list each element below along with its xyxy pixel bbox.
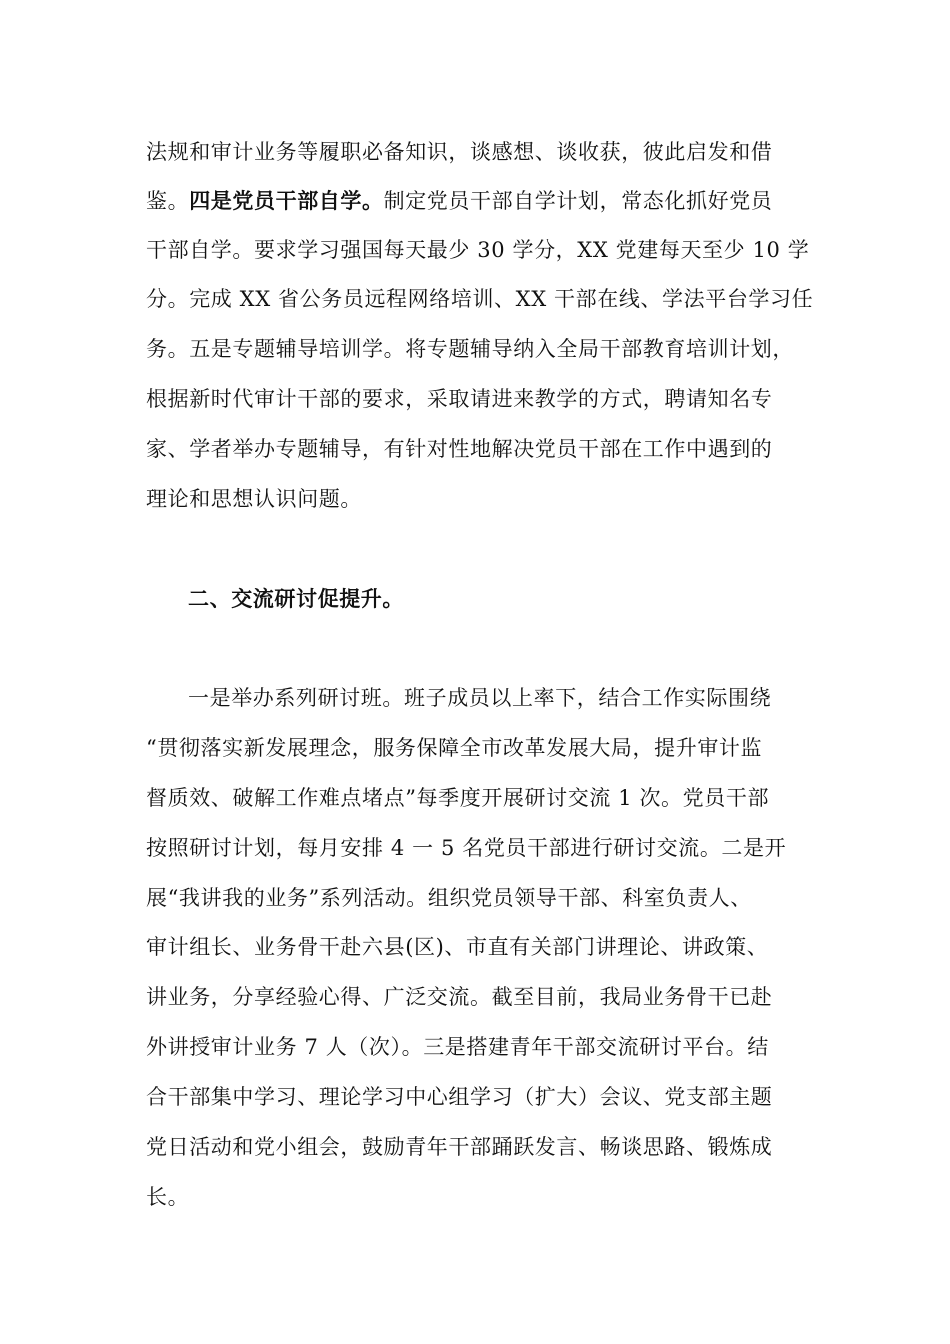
paragraph-2-line-5: 展“我讲我的业务”系列活动。组织党员领导干部、科室负责人、	[146, 886, 752, 910]
section-heading: 二、交流研讨促提升。	[188, 586, 404, 611]
paragraph-2-line-8: 外讲授审计业务 7 人（次）。三是搭建青年干部交流研讨平台。结	[146, 1035, 769, 1059]
paragraph-2-line-10: 党日活动和党小组会，鼓励青年干部踊跃发言、畅谈思路、锻炼成	[146, 1135, 773, 1159]
paragraph-1-line-1: 法规和审计业务等履职必备知识，谈感想、谈收获，彼此启发和借	[146, 140, 773, 164]
bold-lead-phrase: 四是党员干部自学。	[189, 188, 384, 213]
paragraph-2-line-3: 督质效、破解工作难点堵点”每季度开展研讨交流 1 次。党员干部	[146, 786, 770, 810]
text-run: 鉴。	[146, 189, 190, 213]
paragraph-1-line-5: 务。五是专题辅导培训学。将专题辅导纳入全局干部教育培训计划，	[146, 337, 794, 361]
paragraph-2-line-11: 长。	[146, 1185, 190, 1209]
paragraph-1-line-7: 家、学者举办专题辅导，有针对性地解决党员干部在工作中遇到的	[146, 437, 773, 461]
paragraph-2-line-9: 合干部集中学习、理论学习中心组学习（扩大）会议、党支部主题	[146, 1085, 773, 1109]
paragraph-2-line-6: 审计组长、业务骨干赴六县(区)、市直有关部门讲理论、讲政策、	[146, 935, 769, 959]
paragraph-1-line-8: 理论和思想认识问题。	[146, 487, 362, 511]
paragraph-1-line-4: 分。完成 XX 省公务员远程网络培训、XX 干部在线、学法平台学习任	[146, 287, 814, 311]
paragraph-2-line-1: 一是举办系列研讨班。班子成员以上率下，结合工作实际围绕	[188, 686, 772, 710]
paragraph-1-line-3: 干部自学。要求学习强国每天最少 30 学分，XX 党建每天至少 10 学	[146, 238, 810, 262]
paragraph-2-line-4: 按照研讨计划，每月安排 4 一 5 名党员干部进行研讨交流。二是开	[146, 836, 787, 860]
paragraph-2-line-2: “贯彻落实新发展理念，服务保障全市改革发展大局，提升审计监	[146, 736, 763, 760]
paragraph-1-line-6: 根据新时代审计干部的要求，采取请进来教学的方式，聘请知名专	[146, 387, 773, 411]
paragraph-1-line-2	[146, 186, 826, 216]
text-run: 制定党员干部自学计划，常态化抓好党员	[383, 189, 773, 213]
paragraph-2-line-7: 讲业务，分享经验心得、广泛交流。截至目前，我局业务骨干已赴	[146, 985, 773, 1009]
